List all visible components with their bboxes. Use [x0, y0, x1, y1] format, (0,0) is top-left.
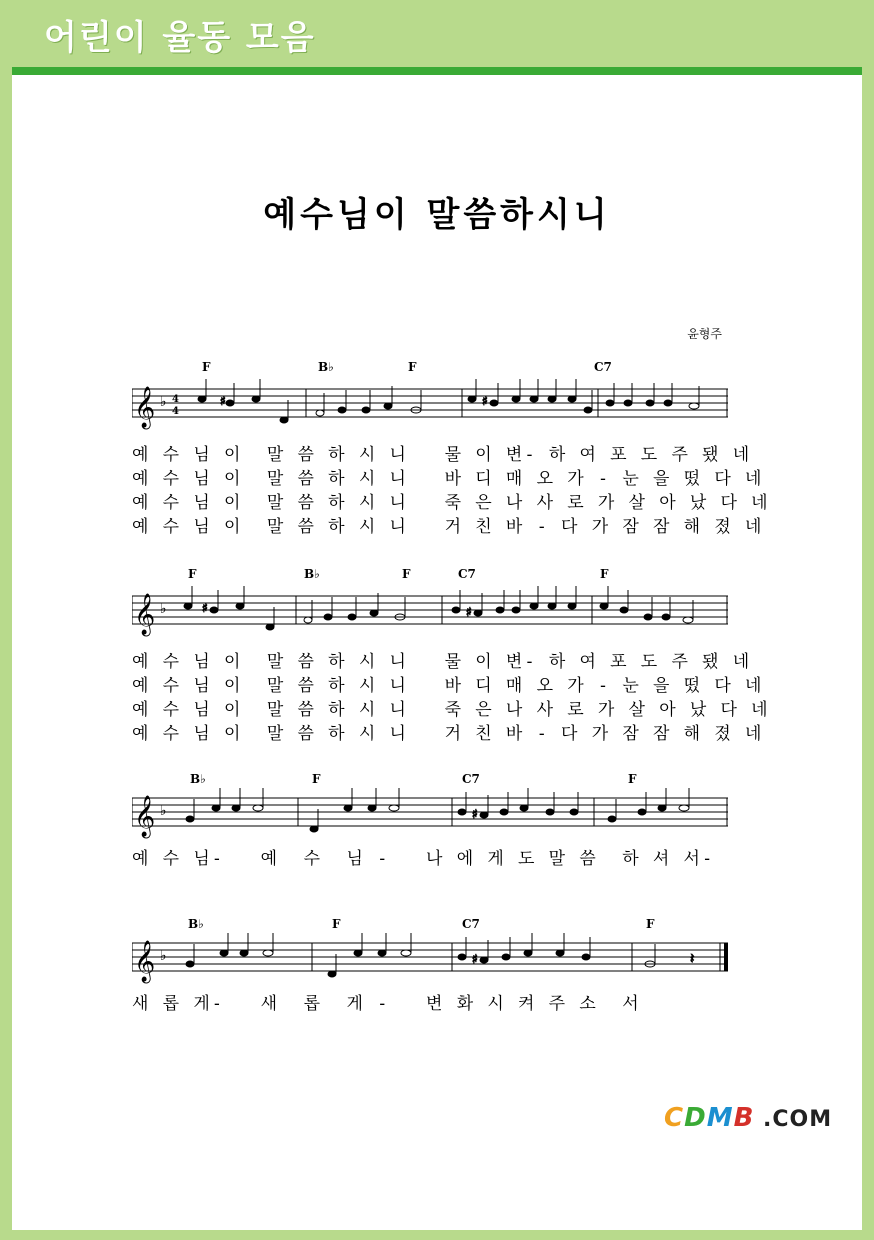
chord-label: C7 [462, 917, 480, 931]
svg-text:♭: ♭ [160, 394, 167, 410]
svg-text:♭: ♭ [160, 601, 167, 617]
site-logo [664, 1103, 832, 1133]
svg-text:𝄞: 𝄞 [134, 796, 156, 837]
lyric-line: 예 수 님 이 말 씀 하 시 니 바 디 매 오 가 - 눈 을 떴 다 네 [132, 469, 764, 489]
lyric-line: 예 수 님 이 말 씀 하 시 니 거 친 바 - 다 가 잠 잠 해 졌 네 [132, 517, 764, 537]
logo-letter: M [706, 1103, 734, 1133]
lyric-line: 예 수 님 이 말 씀 하 시 니 거 친 바 - 다 가 잠 잠 해 졌 네 [132, 724, 764, 744]
lyric-line: 예 수 님 이 말 씀 하 시 니 물 이 변- 하 여 포 도 주 됐 네 [132, 445, 752, 465]
lyric-line: 예 수 님 이 말 씀 하 시 니 죽 은 나 사 로 가 살 아 났 다 네 [132, 493, 770, 513]
music-staff [132, 375, 728, 435]
header-title: 어린이 율동 모음 [44, 18, 316, 58]
svg-text:𝄞: 𝄞 [134, 594, 156, 635]
svg-text:4: 4 [172, 406, 179, 417]
music-system-1 [132, 360, 770, 537]
svg-text:♯: ♯ [472, 807, 478, 821]
svg-text:♯: ♯ [482, 394, 488, 408]
logo-domain: .COM [754, 1107, 833, 1132]
composer: 윤형주 [687, 327, 722, 341]
lyric-line: 새 롭 게- 새 롭 게 - 변 화 시 켜 주 소 서 [132, 994, 641, 1014]
lyric-line: 예 수 님 이 말 씀 하 시 니 죽 은 나 사 로 가 살 아 났 다 네 [132, 700, 770, 720]
logo-letter: D [684, 1103, 707, 1133]
chord-label: F [332, 917, 341, 931]
chord-label: F [628, 772, 637, 786]
svg-text:♯: ♯ [220, 394, 226, 408]
header-divider [12, 67, 862, 75]
music-staff [132, 784, 728, 844]
music-staff [132, 582, 728, 642]
svg-text:𝄞: 𝄞 [134, 941, 156, 982]
logo-letter: C [664, 1103, 685, 1133]
svg-text:𝄞: 𝄞 [134, 387, 156, 428]
music-staff [132, 929, 728, 989]
lyric-line: 예 수 님 이 말 씀 하 시 니 물 이 변- 하 여 포 도 주 됐 네 [132, 652, 752, 672]
chord-label: F [646, 917, 655, 931]
song-title: 예수님이 말씀하시니 [263, 195, 611, 235]
svg-text:♭: ♭ [160, 948, 167, 964]
svg-text:𝄽: 𝄽 [690, 951, 695, 967]
chord-label: F [312, 772, 321, 786]
svg-text:♯: ♯ [466, 605, 472, 619]
chord-label: F [188, 567, 197, 581]
chord-label: C7 [462, 772, 480, 786]
svg-text:♯: ♯ [202, 601, 208, 615]
chord-label: B♭ [318, 360, 334, 374]
chord-label: F [600, 567, 609, 581]
lyric-line: 예 수 님 이 말 씀 하 시 니 바 디 매 오 가 - 눈 을 떴 다 네 [132, 676, 764, 696]
music-system-4 [132, 917, 728, 1017]
music-system-2 [132, 567, 770, 744]
sheet-page [12, 75, 862, 1230]
chord-label: B♭ [304, 567, 320, 581]
music-system-3 [132, 772, 728, 872]
chord-label: B♭ [188, 917, 204, 931]
chord-label: B♭ [190, 772, 206, 786]
svg-text:♯: ♯ [472, 952, 478, 966]
svg-text:♭: ♭ [160, 803, 167, 819]
logo-letter: B [733, 1103, 755, 1133]
lyric-line: 예 수 님- 예 수 님 - 나 에 게 도 말 씀 하 셔 서- [132, 849, 715, 869]
chord-label: F [408, 360, 417, 374]
chord-label: F [402, 567, 411, 581]
chord-label: F [202, 360, 211, 374]
chord-label: C7 [594, 360, 612, 374]
svg-text:4: 4 [172, 394, 179, 405]
chord-label: C7 [458, 567, 476, 581]
